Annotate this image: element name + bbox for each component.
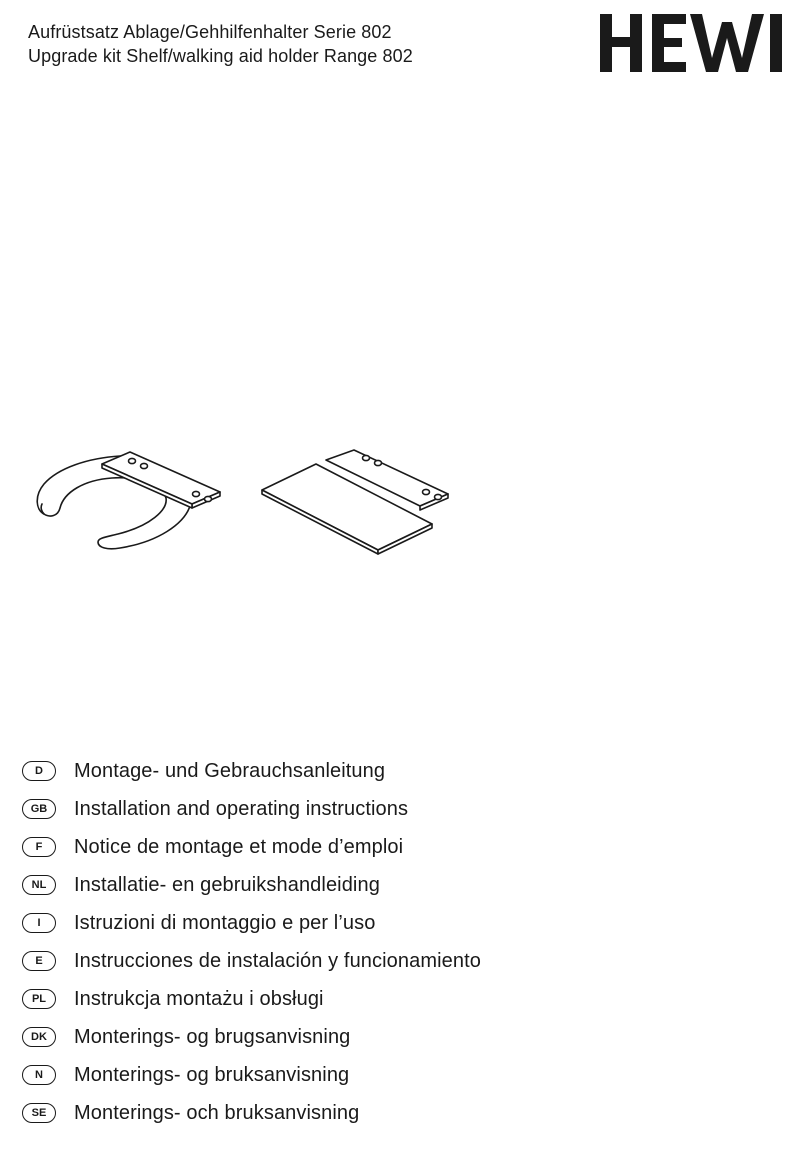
- language-title: Notice de montage et mode d’emploi: [74, 835, 404, 858]
- language-title: Montage- und Gebrauchsanleitung: [74, 759, 386, 782]
- language-item-f: [22, 828, 481, 866]
- language-title: Installation and operating instructions: [74, 797, 409, 820]
- language-code-badge: NL: [22, 875, 56, 895]
- language-code-badge: I: [22, 913, 56, 933]
- product-illustration: [0, 430, 808, 570]
- language-code-badge: DK: [22, 1027, 56, 1047]
- walking-aid-holder-drawing: [37, 452, 220, 549]
- language-title: Instrucciones de instalación y funcionamiento: [74, 949, 481, 972]
- language-item-i: [22, 904, 481, 942]
- language-code-badge: GB: [22, 799, 56, 819]
- document-title: [28, 20, 413, 68]
- language-code-badge: E: [22, 951, 56, 971]
- language-code-badge: D: [22, 761, 56, 781]
- language-list: [22, 752, 481, 1132]
- language-code-badge: SE: [22, 1103, 56, 1123]
- shelf-drawing: [262, 450, 448, 554]
- language-item-dk: [22, 1018, 481, 1056]
- language-title: Instrukcja montażu i obsługi: [74, 987, 324, 1010]
- language-title: Monterings- och bruksanvisning: [74, 1101, 360, 1124]
- language-title: Monterings- og brugsanvisning: [74, 1025, 351, 1048]
- language-code-badge: N: [22, 1065, 56, 1085]
- language-item-nl: [22, 866, 481, 904]
- title-german: Aufrüstsatz Ablage/Gehhilfenhalter Serie 802: [28, 22, 392, 42]
- language-title: Monterings- og bruksanvisning: [74, 1063, 350, 1086]
- language-title: Istruzioni di montaggio e per l’uso: [74, 911, 376, 934]
- language-item-e: [22, 942, 481, 980]
- title-english: Upgrade kit Shelf/walking aid holder Range 802: [28, 46, 413, 66]
- language-item-d: [22, 752, 481, 790]
- hewi-logo: [596, 8, 788, 76]
- language-item-gb: [22, 790, 481, 828]
- language-title: Installatie- en gebruikshandleiding: [74, 873, 380, 896]
- language-item-se: [22, 1094, 481, 1132]
- language-code-badge: PL: [22, 989, 56, 1009]
- language-item-pl: [22, 980, 481, 1018]
- language-code-badge: F: [22, 837, 56, 857]
- language-item-n: [22, 1056, 481, 1094]
